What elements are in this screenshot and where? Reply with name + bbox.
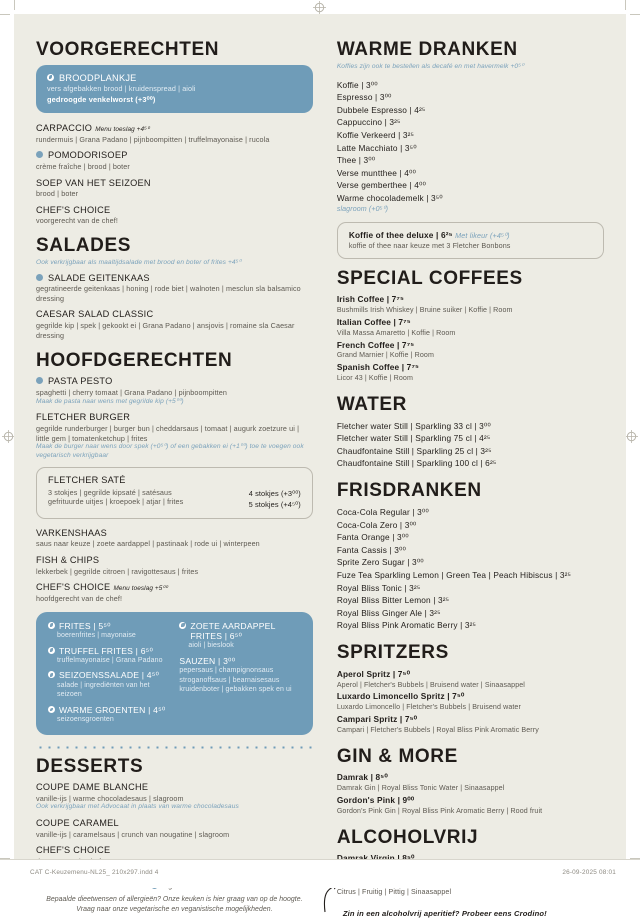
section-heading-voorgerechten: VOORGERECHTEN: [36, 39, 220, 60]
drink-line: Cappuccino | 3²⁵: [336, 117, 401, 128]
side-item: [48, 705, 169, 725]
fletcher-sate-box: [36, 467, 313, 519]
menu-item-name: FISH & CHIPS: [36, 555, 100, 566]
print-filename: CAT C-Keuzemenu-NL25_ 210x297.indd 4: [30, 869, 159, 876]
spritzers-list: [337, 668, 604, 736]
menu-item-suffix: Menu toeslag +5⁰⁰: [113, 585, 168, 593]
vegetarian-icon: [36, 274, 43, 281]
menu-item-desc: spaghetti | cherry tomaat | Grana Padano | pijnboompitten: [36, 387, 228, 397]
menu-item-note: Maak de pasta naar wens met gegrilde kip (+5⁰⁰): [36, 397, 184, 405]
drink-line: Espresso | 3⁰⁰: [336, 92, 392, 103]
drink-item-desc: Licor 43 | Koffie | Room: [336, 373, 413, 382]
menu-item: [36, 555, 313, 576]
drink-item-desc: Gordon's Pink Gin | Royal Bliss Pink Aromatic Berry | Rood fruit: [336, 806, 543, 815]
drink-line: Koffie | 3⁰⁰: [336, 79, 378, 90]
menu-item-desc: vanille-ijs | warme chocoladesaus | slagroom: [36, 793, 184, 803]
menu-item-name: COUPE DAME BLANCHE: [36, 782, 149, 793]
drink-item-name: Irish Coffee | 7⁷⁵: [336, 294, 405, 305]
section-heading-water: WATER: [336, 393, 408, 415]
section-heading-warme-dranken: WARME DRANKEN: [336, 39, 518, 60]
menu-item-name: PASTA PESTO: [48, 376, 113, 387]
menu-item: [36, 123, 313, 144]
menu-item: [36, 582, 313, 603]
menu-item-note: Ook verkrijgbaar met Advocaat in plaats van warme chocoladesaus: [36, 803, 239, 811]
deluxe-title-text: Koffie of thee deluxe | 6²⁵: [348, 229, 453, 240]
section-heading-alcoholvrij: ALCOHOLVRIJ: [336, 826, 479, 848]
sate-price-option-2: 5 stokjes (+4⁵⁰): [248, 499, 301, 509]
vegetarian-icon: [48, 706, 55, 713]
crop-mark-top-left-h: [0, 14, 10, 15]
drink-item-desc: Citrus | Fruitig | Pittig | Sinaasappel: [336, 887, 452, 896]
menu-item: [36, 818, 313, 839]
koffie-thee-deluxe-box: [337, 222, 604, 259]
menu-item-name: POMODORISOEP: [48, 150, 128, 161]
side-item-desc: salade | ingrediënten van het seizoen: [57, 681, 150, 699]
allergy-note-line-2: Vraag naar onze vegetarische en veganistische mogelijkheden.: [76, 905, 273, 913]
vegetarian-icon: [48, 671, 55, 678]
vegetarian-icon: [179, 622, 186, 629]
curved-arrow-icon: [321, 882, 341, 921]
vegetarian-icon: [47, 74, 54, 81]
frisdranken-list: [337, 506, 604, 632]
drink-item-name: Gordon's Pink | 9⁰⁰: [336, 794, 415, 805]
menu-item-desc: brood | boter: [36, 189, 79, 199]
menu-item-name: CARPACCIO: [36, 123, 93, 134]
salades-note: Ook verkrijgbaar als maaltijdsalade met brood en boter of frites +4⁵⁰: [36, 258, 242, 266]
menu-item: [36, 412, 313, 461]
drink-item-desc: Damrak Gin | Royal Bliss Tonic Water | Sinaasappel: [336, 784, 505, 793]
drink-line: Koffie Verkeerd | 3²⁵: [336, 129, 415, 140]
menu-item-name: SALADE GEITENKAAS: [48, 272, 150, 283]
drink-line: Dubbele Espresso | 4²⁵: [336, 104, 426, 115]
side-item: [179, 621, 300, 651]
side-item: [48, 621, 169, 641]
crop-mark-top-left-v: [14, 0, 15, 10]
drink-item-name: Damrak | 8⁵⁰: [336, 772, 388, 783]
drink-line: Royal Bliss Ginger Ale | 3²⁵: [336, 607, 441, 618]
menu-item-desc: gegrilde kip | spek | gekookt ei | Grana Padano | ansjovis | romaine sla Caesar dressing: [36, 320, 295, 340]
menu-item-name: SOEP VAN HET SEIZOEN: [36, 177, 151, 188]
drink-line: Chaudfontaine Still | Sparkling 100 cl | 6²⁵: [336, 458, 497, 469]
menu-item-desc: gegrilde runderburger | burger bun | cheddarsaus | tomaat | augurk zoetzure ui | little gem | tomatenketchup | frites: [36, 423, 300, 443]
print-footer-bar: [0, 859, 640, 888]
side-item: [48, 646, 169, 666]
side-item: [179, 656, 300, 695]
menu-item-desc: rundermuis | Grana Padano | pijnboompitten | truffelmayonaise | rucola: [36, 134, 270, 144]
menu-item-desc: vanille-ijs | caramelsaus | crunch van nougatine | slagroom: [36, 829, 230, 839]
side-item-desc: truffelmayonaise | Grana Padano: [57, 656, 163, 664]
deluxe-description: koffie of thee naar keuze met 3 Fletcher Bonbons: [348, 240, 511, 250]
featured-item-extra: gedroogde venkelworst (+3⁰⁰): [47, 95, 156, 105]
section-heading-special-coffees: SPECIAL COFFEES: [336, 267, 523, 289]
menu-item: [36, 178, 313, 199]
drink-item-name: Aperol Spritz | 7⁵⁰: [336, 668, 411, 679]
menu-item: [36, 782, 313, 812]
drink-line: Coca-Cola Zero | 3⁰⁰: [336, 519, 417, 530]
menu-item-suffix: Menu toeslag +4⁵⁰: [95, 126, 150, 134]
drink-line: Fanta Orange | 3⁰⁰: [336, 532, 409, 543]
slagroom-note: slagroom (+0⁵⁰): [336, 204, 389, 213]
side-item-name: WARME GROENTEN | 4⁵⁰: [59, 705, 166, 716]
menu-item-desc: lekkerbek | gegrilde citroen | ravigottesaus | frites: [36, 566, 199, 576]
side-item-name: SAUZEN | 3⁰⁰: [179, 655, 236, 666]
vegetarian-icon: [48, 647, 55, 654]
drink-line: Royal Bliss Bitter Lemon | 3²⁵: [336, 595, 450, 606]
sate-price-option-1: 4 stokjes (+3⁰⁰): [248, 488, 301, 498]
registration-mark-right: [625, 430, 638, 443]
sate-title: FLETCHER SATÉ: [48, 475, 126, 486]
drink-line: Verse muntthee | 4⁰⁰: [336, 167, 416, 178]
sides-column-right: [179, 621, 300, 726]
drink-line: Royal Bliss Tonic | 3²⁵: [336, 582, 421, 593]
drink-item-name: Campari Spritz | 7⁵⁰: [336, 713, 418, 724]
drink-line: Coca-Cola Regular | 3⁰⁰: [336, 506, 429, 517]
menu-item-note: Maak de burger naar wens door spek (+0⁵⁰) of een gebakken ei (+1⁰⁰) toe te voegen ook vegetarisch verkrijgbaar: [36, 443, 304, 460]
section-heading-desserts: DESSERTS: [36, 756, 144, 778]
drink-item-desc: Grand Marnier | Koffie | Room: [336, 351, 434, 360]
sides-box: [36, 612, 313, 736]
section-heading-spritzers: SPRITZERS: [336, 641, 449, 663]
allergy-note-line-1: Bepaalde dieetwensen of allergieën? Onze keuken is hier graag van op de hoogte.: [46, 895, 303, 903]
side-item-name: FRITES | 5⁵⁰: [59, 620, 111, 631]
drink-item-name: Italian Coffee | 7⁷⁵: [336, 316, 411, 327]
menu-item-name: COUPE CARAMEL: [36, 818, 119, 829]
section-heading-hoofdgerechten: HOOFDGERECHTEN: [36, 350, 233, 372]
featured-broodplankje-box: [36, 65, 313, 113]
drink-line: Fletcher water Still | Sparkling 33 cl | 3⁰⁰: [336, 420, 491, 431]
dotted-divider: [36, 746, 313, 749]
warme-dranken-list: [337, 79, 604, 215]
menu-item-name: FLETCHER BURGER: [36, 412, 131, 423]
menu-item-name: CHEF'S CHOICE: [36, 582, 111, 593]
section-heading-gin-more: GIN & MORE: [336, 745, 458, 767]
special-coffees-list: [337, 293, 604, 383]
section-heading-frisdranken: FRISDRANKEN: [336, 479, 482, 501]
drink-line: Latte Macchiato | 3⁵⁰: [336, 142, 417, 153]
drink-line: Warme chocolademelk | 3⁵⁰: [336, 192, 443, 203]
water-list: [337, 420, 604, 470]
drink-item-name: Luxardo Limoncello Spritz | 7⁵⁰: [336, 691, 465, 702]
menu-item: [36, 205, 313, 226]
drink-line: Royal Bliss Pink Aromatic Berry | 3²⁵: [336, 620, 477, 631]
drink-line: Verse gemberthee | 4⁰⁰: [336, 180, 426, 191]
crop-mark-top-right-v: [625, 0, 626, 10]
sate-desc-line-2: gefrituurde uitjes | kroepoek | atjar | frites: [48, 497, 184, 507]
drink-line: Fletcher water Still | Sparkling 75 cl | 4²⁵: [336, 433, 491, 444]
sides-column-left: [48, 621, 169, 726]
menu-item: [36, 376, 313, 406]
menu-item-name: CHEF'S CHOICE: [36, 845, 111, 856]
side-item-desc: pepersaus | champignonsaus stroganoffsaus | bearnaisesaus kruidenboter | gebakken spek en ui: [179, 667, 292, 694]
featured-item-desc: vers afgebakken brood | kruidenspread | aioli: [47, 84, 196, 94]
menu-item: [36, 150, 313, 171]
drink-line: Fanta Cassis | 3⁰⁰: [336, 544, 406, 555]
vegetarian-icon: [36, 377, 43, 384]
menu-item-desc: gegratineerde geitenkaas | honing | rode biet | walnoten | mesclun sla balsamico dressing: [36, 284, 301, 303]
deluxe-liqueur-note: Met likeur (+4⁵⁰): [455, 230, 510, 240]
drink-item-name: French Coffee | 7⁷⁵: [336, 339, 415, 350]
menu-item-name: VARKENSHAAS: [36, 527, 107, 538]
gin-list: [337, 771, 604, 816]
menu-item-name: CHEF'S CHOICE: [36, 204, 111, 215]
vegetarian-icon: [48, 622, 55, 629]
drink-item-desc: Aperol | Fletcher's Bubbels | Bruisend water | Sinaasappel: [336, 680, 525, 689]
menu-item-desc: saus naar keuze | zoete aardappel | pastinaak | rode ui | winterpeen: [36, 539, 260, 549]
drink-item-desc: Campari | Fletcher's Bubbels | Royal Bliss Pink Aromatic Berry: [336, 725, 539, 734]
section-heading-salades: SALADES: [36, 235, 131, 257]
drink-item-name: Spanish Coffee | 7⁷⁵: [336, 362, 420, 373]
menu-item-desc: voorgerecht van de chef!: [36, 216, 118, 226]
registration-mark-footer: [0, 860, 320, 878]
featured-item-title: BROODPLANKJE: [47, 73, 302, 85]
menu-item-name: CAESAR SALAD CLASSIC: [36, 309, 154, 320]
side-item-desc: aioli | bieslook: [188, 642, 234, 650]
menu-item-desc: hoofdgerecht van de chef!: [36, 593, 123, 603]
drink-line: Sprite Zero Sugar | 3⁰⁰: [336, 557, 424, 568]
menu-item: [36, 309, 313, 340]
side-item-name: TRUFFEL FRITES | 6⁵⁰: [59, 645, 154, 656]
drink-line: Thee | 3⁰⁰: [336, 155, 376, 166]
side-item-desc: boerenfrites | mayonaise: [57, 631, 136, 639]
sate-desc-line-1: 3 stokjes | gegrilde kipsaté | satésaus: [48, 487, 172, 497]
drink-line: Fuze Tea Sparkling Lemon | Green Tea | Peach Hibiscus | 3²⁵: [336, 569, 572, 580]
menu-item: [36, 528, 313, 549]
vegetarian-icon: [36, 151, 43, 158]
drink-item-desc: Villa Massa Amaretto | Koffie | Room: [336, 328, 456, 337]
drink-item-desc: Bushmills Irish Whiskey | Bruine suiker | Koffie | Room: [336, 306, 513, 315]
side-item-desc: seizoensgroenten: [57, 716, 114, 724]
warme-dranken-note: Koffies zijn ook te bestellen als decafé en met havermelk +0⁵⁰: [336, 62, 524, 70]
registration-mark-top: [313, 1, 326, 14]
menu-item: [36, 273, 313, 304]
drink-item-desc: Luxardo Limoncello | Fletcher's Bubbels | Bruisend water: [336, 703, 521, 712]
drink-line: Chaudfontaine Still | Sparkling 25 cl | 3²⁵: [336, 445, 492, 456]
crodino-tagline: Zin in een alcoholvrij aperitief? Probeer eens Crodino!: [342, 908, 547, 918]
side-item-name: SEIZOENSSALADE | 4⁵⁰: [59, 670, 160, 681]
side-item: [48, 670, 169, 700]
menu-item-desc: crème fraîche | brood | boter: [36, 161, 130, 171]
crop-mark-top-right-h: [630, 14, 640, 15]
print-timestamp: 26-09-2025 08:01: [562, 869, 616, 876]
side-item-name: ZOETE AARDAPPEL FRITES | 6⁵⁰: [190, 620, 276, 641]
